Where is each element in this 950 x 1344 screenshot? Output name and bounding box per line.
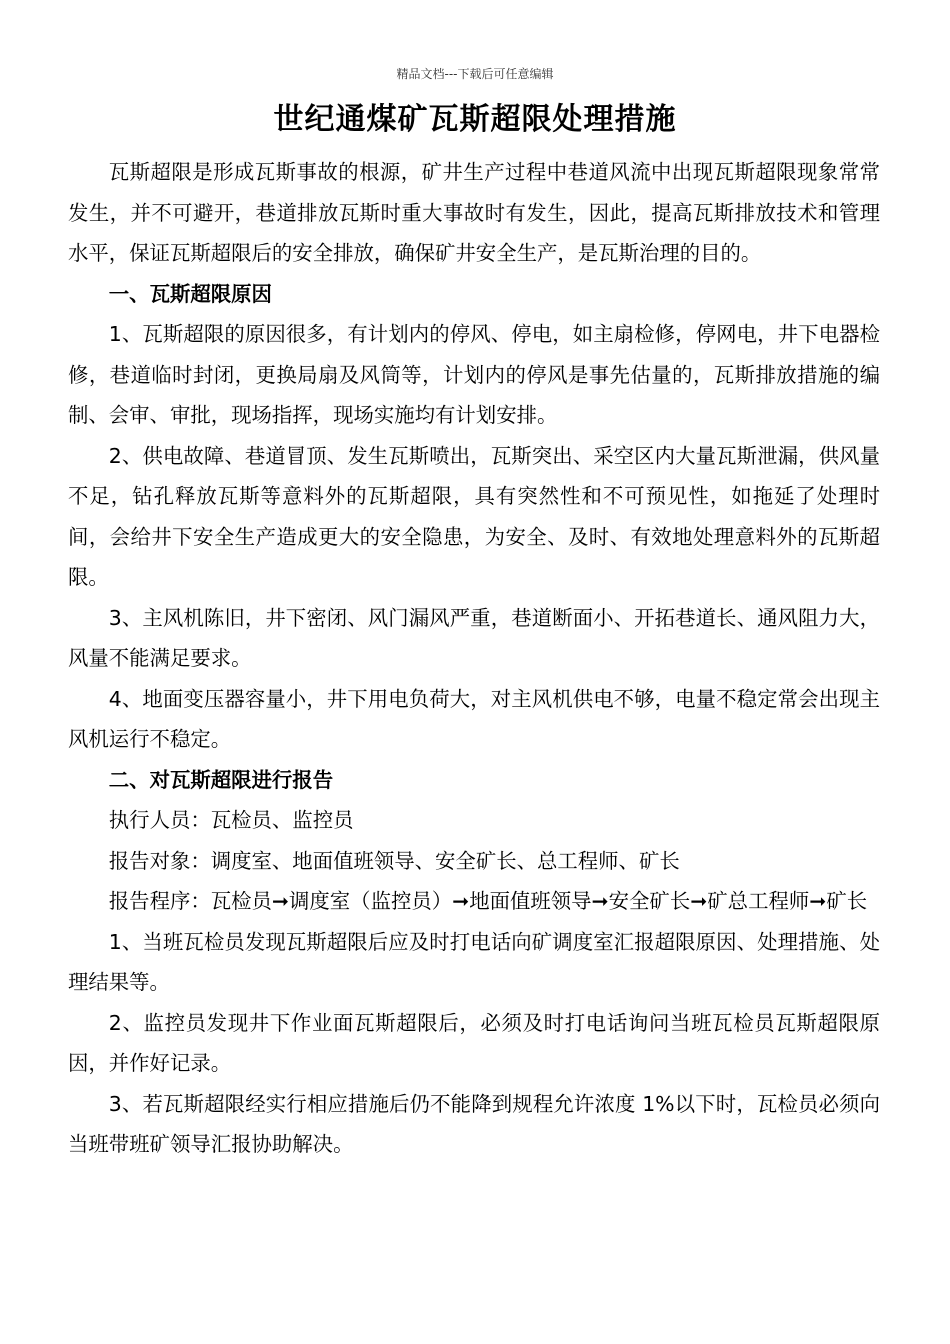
report-item-1: 1、当班瓦检员发现瓦斯超限后应及时打电话向矿调度室汇报超限原因、处理措施、处理结果等。 (68, 929, 880, 994)
report-item-3: 3、若瓦斯超限经实行相应措施后仍不能降到规程允许浓度 1%以下时，瓦检员必须向当班带班矿领导汇报协助解决。 (68, 1091, 880, 1156)
intro-paragraph: 瓦斯超限是形成瓦斯事故的根源，矿井生产过程中巷道风流中出现瓦斯超限现象常常发生，并不可避开，巷道排放瓦斯时重大事故时有发生，因此，提高瓦斯排放技术和管理水平，保证瓦斯超限后的安全排放，确保矿井安全生产，是瓦斯治理的目的。 (68, 160, 880, 265)
cause-item-4: 4、地面变压器容量小，井下用电负荷大，对主风机供电不够，电量不稳定常会出现主风机运行不稳定。 (68, 686, 880, 751)
cause-item-1: 1、瓦斯超限的原因很多，有计划内的停风、停电，如主扇检修，停网电，井下电器检修，巷道临时封闭，更换局扇及风筒等，计划内的停风是事先估量的，瓦斯排放措施的编制、会审、审批，现场指挥，现场实施均有计划安排。 (68, 322, 880, 427)
cause-item-2: 2、供电故障、巷道冒顶、发生瓦斯喷出，瓦斯突出、采空区内大量瓦斯泄漏，供风量不足，钻孔释放瓦斯等意料外的瓦斯超限，具有突然性和不可预见性，如拖延了处理时间，会给井下安全生产造成更大的安全隐患，为安全、及时、有效地处理意料外的瓦斯超限。 (68, 443, 880, 589)
executor-line: 执行人员：瓦检员、监控员 (108, 808, 354, 832)
header-note: 精品文档---下载后可任意编辑 (396, 67, 554, 81)
section-heading-reporting: 二、对瓦斯超限进行报告 (108, 767, 334, 792)
report-item-2: 2、监控员发现井下作业面瓦斯超限后，必须及时打电话询问当班瓦检员瓦斯超限原因，并作好记录。 (68, 1010, 880, 1075)
report-target-line: 报告对象：调度室、地面值班领导、安全矿长、总工程师、矿长 (108, 848, 680, 873)
cause-item-3: 3、主风机陈旧，井下密闭、风门漏风严重，巷道断面小、开拓巷道长、通风阻力大，风量不能满足要求。 (68, 605, 880, 670)
document-title: 世纪通煤矿瓦斯超限处理措施 (273, 102, 677, 137)
section-heading-causes: 一、瓦斯超限原因 (108, 281, 272, 306)
document-body (68, 152, 880, 1165)
report-procedure-line: 报告程序：瓦检员➞调度室（监控员）➞地面值班领导➞安全矿长➞矿总工程师➞矿长 (108, 889, 868, 913)
